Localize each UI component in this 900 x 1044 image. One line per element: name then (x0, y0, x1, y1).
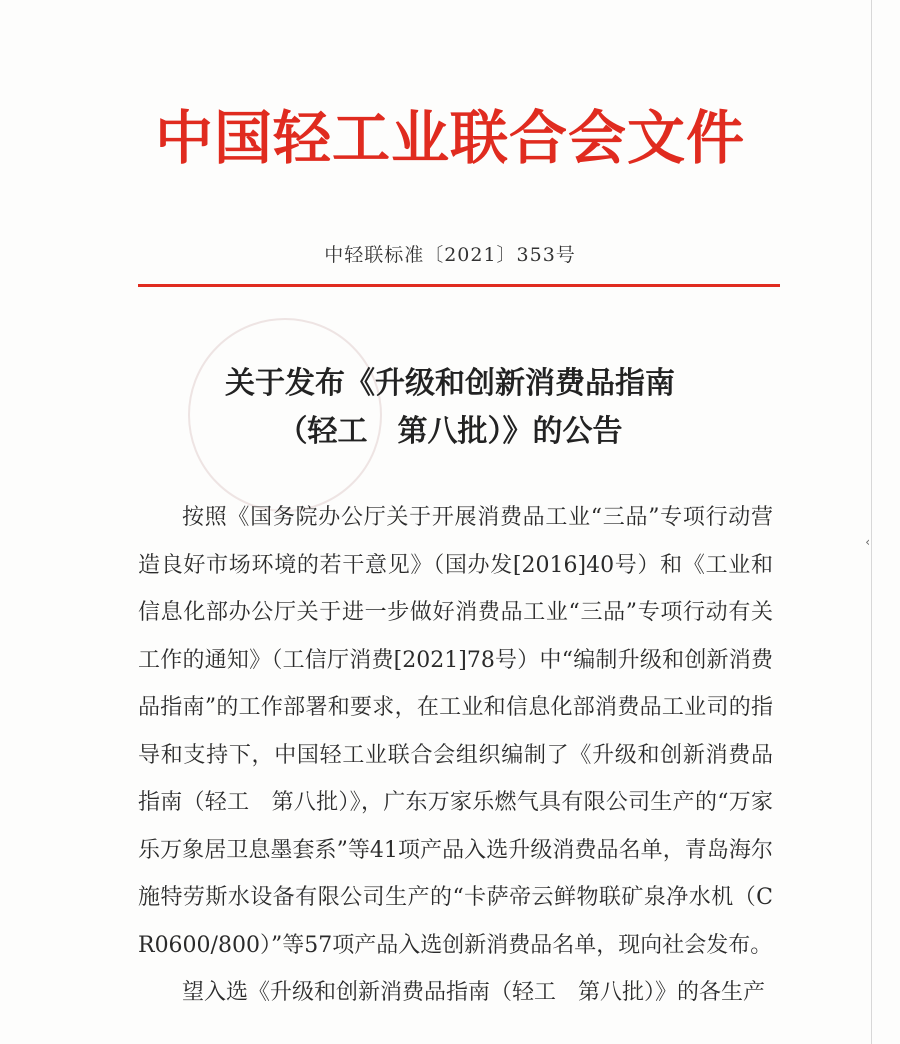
announcement-title (0, 360, 900, 456)
scan-mark: ‹ (865, 535, 870, 549)
title-line-2: （轻工 第八批）》的公告 (277, 414, 623, 449)
body-text (138, 494, 773, 1017)
letterhead-title: 中国轻工业联合会文件 (154, 104, 745, 172)
red-divider-line (138, 284, 780, 287)
title-line-1: 关于发布《升级和创新消费品指南 (225, 366, 675, 401)
document-number: 中轻联标准〔2021〕353号 (324, 244, 576, 266)
body-paragraph-1: 按照《国务院办公厅关于开展消费品工业“三品”专项行动营造良好市场环境的若干意见》（国办发[2016]40号）和《工业和信息化部办公厅关于进一步做好消费品工业“三品”专项行动有关工作的通知》（工信厅消费[2021]78号）中“编制升级和创新消费品指南”的工作部署和要求，在工业和信息化部消费品工业司的指导和支持下，中国轻工业联合会组织编制了《升级和创新消费品指南（轻工 第八批）》，广东万家乐燃气具有限公司生产的“万家乐万象居卫息墨套系”等41项产品入选升级消费品名单，青岛海尔施特劳斯水设备有限公司生产的“卡萨帝云鲜物联矿泉净水机（CR0600/800）”等57项产品入选创新消费品名单，现向社会发布。 (138, 505, 773, 958)
body-paragraph-2: 望入选《升级和创新消费品指南（轻工 第八批）》的各生产 (182, 980, 766, 1005)
